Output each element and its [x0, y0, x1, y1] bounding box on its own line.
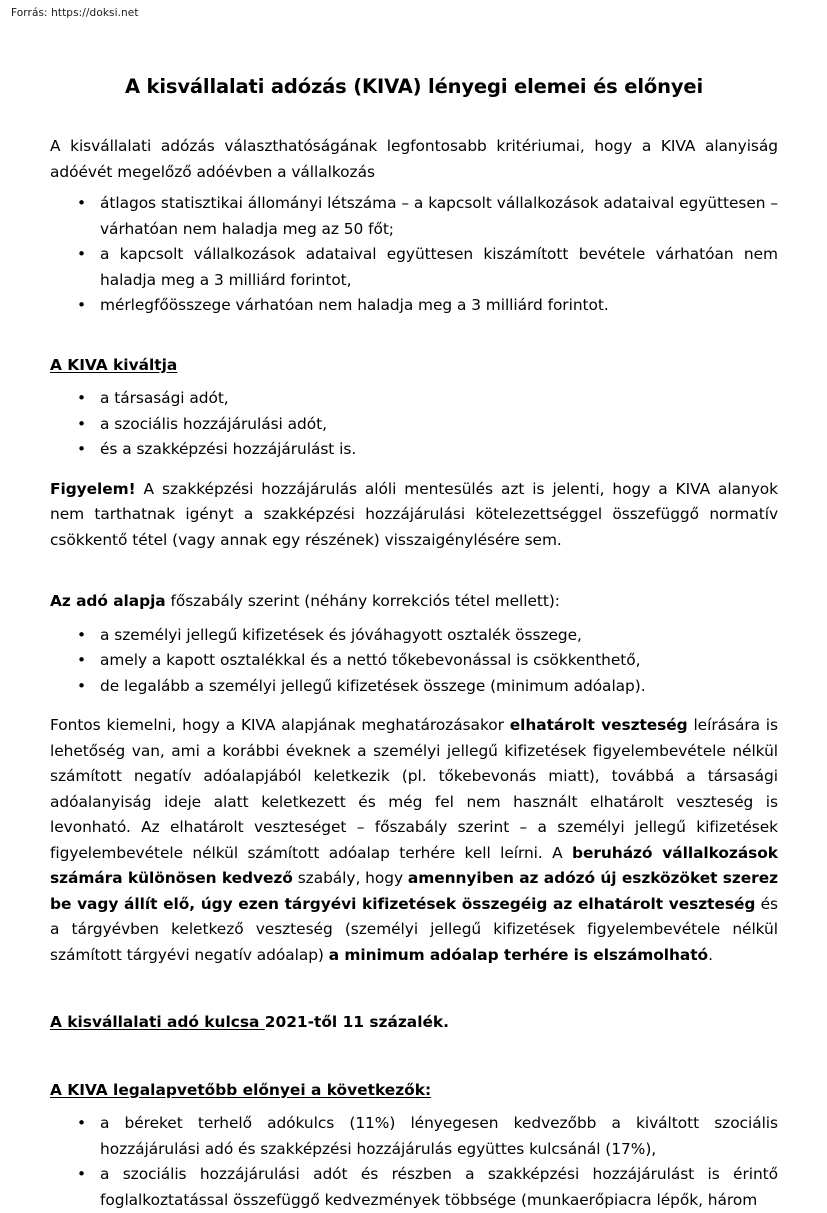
- adoalapja-list: [50, 623, 778, 700]
- list-item: • mérlegfőösszege várhatóan nem haladja meg a 3 milliárd forintot.: [50, 293, 778, 319]
- spacer: [50, 100, 778, 134]
- list-item: • és a szakképzési hozzájárulást is.: [50, 437, 778, 463]
- list-item: • a társasági adót,: [50, 386, 778, 412]
- ado-kulcsa-line: [50, 1010, 778, 1036]
- veszteseg-paragraph: [50, 713, 778, 968]
- figyelem-body: A szakképzési hozzájárulás alóli mentesülés azt is jelenti, hogy a KIVA alanyok nem tarthatnak igényt a szakképzési hozzájárulási kötelezettséggel összefüggő normatív csökkentő tétel (vagy annak egy részének) visszaigénylésére sem.: [50, 479, 778, 549]
- elonyok-list: [50, 1111, 778, 1213]
- page-title: A kisvállalati adózás (KIVA) lényegi elemei és előnyei: [124, 75, 704, 98]
- spacer: [50, 699, 778, 713]
- list-item: • a szociális hozzájárulási adót,: [50, 412, 778, 438]
- source-url-label: Forrás: https://doksi.net: [11, 7, 139, 19]
- spacer: [50, 1036, 778, 1078]
- veszteseg-bold-2: beruházó vállalkozások számára különösen kedvező: [50, 843, 778, 887]
- spacer: [50, 615, 778, 623]
- list-item: • de legalább a személyi jellegű kifizetések összege (minimum adóalap).: [50, 674, 778, 700]
- spacer: [50, 553, 778, 589]
- veszteseg-text-3: szabály, hogy: [292, 869, 408, 887]
- veszteseg-text-4: és a tárgyévben keletkező veszteség (személyi jellegű kifizetések figyelembevétele nélkül számított tárgyévi negatív adóalap): [50, 894, 778, 964]
- list-item: • amely a kapott osztalékkal és a nettó tőkebevonással is csökkenthető,: [50, 648, 778, 674]
- veszteseg-text-1: Fontos kiemelni, hogy a KIVA alapjának meghatározásakor: [50, 716, 510, 734]
- list-item: • a kapcsolt vállalkozások adataival együttesen kiszámított bevétele várhatóan nem haladja meg a 3 milliárd forintot,: [50, 242, 778, 293]
- spacer: [50, 968, 778, 1010]
- figyelem-bold-lead: Figyelem!: [50, 479, 136, 498]
- veszteseg-bold-1: elhatárolt veszteség: [509, 716, 688, 734]
- ado-kulcsa-value: 2021-től 11 százalék.: [264, 1013, 449, 1031]
- adoalapja-lead: [50, 589, 778, 615]
- spacer: [50, 378, 778, 386]
- section-heading-kivaltja: [50, 353, 778, 379]
- criteria-list: [50, 191, 778, 319]
- veszteseg-bold-3: amennyiben az adózó új eszközöket szerez be vagy állít elő, úgy ezen tárgyévi kifizetések összegéig az elhatárolt veszteség: [50, 869, 778, 913]
- list-item: • a béreket terhelő adókulcs (11%) lényegesen kedvezőbb a kiváltott szociális hozzájárulási adó és szakképzési hozzájárulás együttes kulcsánál (17%),: [50, 1111, 778, 1162]
- kivaltja-list: [50, 386, 778, 463]
- veszteseg-bold-4: a minimum adóalap terhére is elszámolható: [328, 945, 709, 964]
- source-header-band: [0, 0, 827, 28]
- section-heading-kivaltja-text: A KIVA kiváltja: [50, 355, 178, 374]
- list-item: • a személyi jellegű kifizetések és jóváhagyott osztalék összege,: [50, 623, 778, 649]
- veszteseg-text-2: leírására is lehetőség van, ami a korábbi éveknek a személyi jellegű kifizetések figyelembevétele nélkül számított negatív adóalapjából keletkezik (pl. tőkebevonás miatt), továbbá a társasági adóalanyiság ideje alatt keletkezett és még fel nem használt elhatárolt veszteség is levonható. Az elhatárolt veszteséget – főszabály szerint – a személyi jellegű kifizetések figyelembevétele nélkül számított adóalap terhére kell leírni. A: [50, 716, 778, 862]
- figyelem-paragraph: [50, 477, 778, 554]
- document-body: [50, 74, 778, 1213]
- section-heading-elonyok-text: A KIVA legalapvetőbb előnyei a következők:: [50, 1080, 432, 1099]
- adoalapja-lead-rest: főszabály szerint (néhány korrekciós tétel mellett):: [165, 592, 560, 610]
- intro-paragraph: A kisvállalati adózás választhatóságának legfontosabb kritériumai, hogy a KIVA alanyiság adóévét megelőző adóévben a vállalkozás: [50, 137, 778, 181]
- list-item: • átlagos statisztikai állományi létszáma – a kapcsolt vállalkozások adataival együttesen – várhatóan nem haladja meg az 50 főt;: [50, 191, 778, 242]
- spacer: [50, 1103, 778, 1111]
- spacer: [50, 463, 778, 477]
- ado-kulcsa-heading-text: A kisvállalati adó kulcsa: [50, 1013, 265, 1031]
- list-item: • a szociális hozzájárulási adót és részben a szakképzési hozzájárulást is érintő foglalkoztatással összefüggő kedvezmények többsége (munkaerőpiacra lépők, három: [50, 1162, 778, 1213]
- section-heading-elonyok: [50, 1078, 778, 1104]
- spacer: [50, 319, 778, 353]
- veszteseg-text-5: .: [708, 945, 713, 964]
- adoalapja-heading-text: Az adó alapja: [50, 592, 166, 610]
